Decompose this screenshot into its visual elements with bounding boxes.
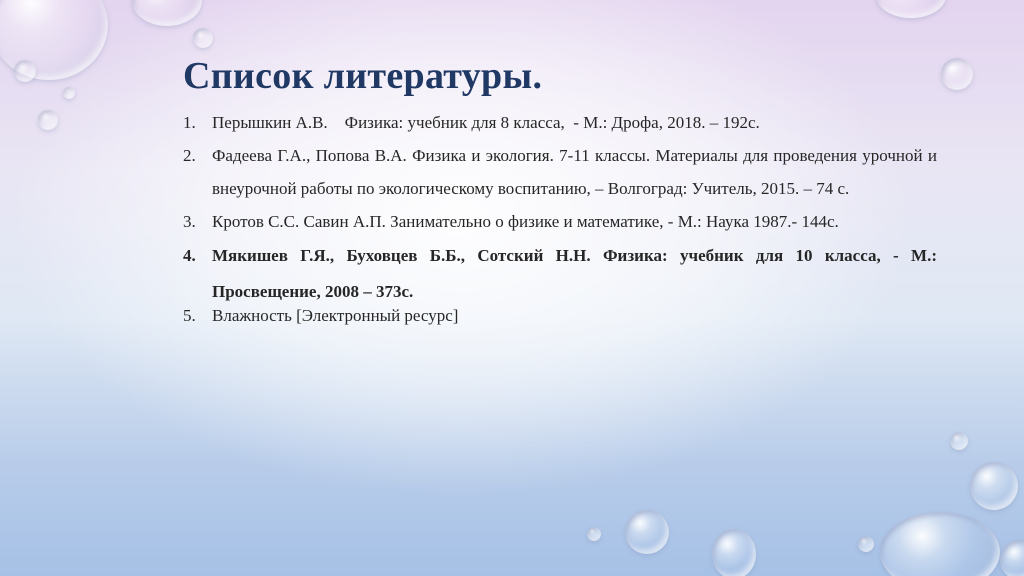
water-drop-icon bbox=[587, 527, 601, 541]
water-drop-icon bbox=[876, 0, 946, 18]
list-item-number: 3. bbox=[183, 212, 196, 231]
list-item bbox=[183, 205, 937, 238]
list-item bbox=[183, 106, 937, 139]
water-drop-icon bbox=[858, 536, 874, 552]
water-drop-icon bbox=[712, 529, 756, 576]
water-drop-icon bbox=[880, 512, 1000, 576]
water-drop-icon bbox=[14, 60, 36, 82]
list-item-number: 1. bbox=[183, 113, 196, 132]
water-drop-icon bbox=[941, 58, 973, 90]
list-item-text: Фадеева Г.А., Попова В.А. Физика и экология. 7-11 классы. Материалы для проведения урочной и внеурочной работы по экологическому воспитанию, – Волгоград: Учитель, 2015. – 74 с. bbox=[212, 146, 937, 198]
list-item-number: 4. bbox=[183, 246, 196, 265]
list-item-text: Перышкин А.В. Физика: учебник для 8 класса, - М.: Дрофа, 2018. – 192с. bbox=[212, 113, 760, 132]
water-drop-icon bbox=[63, 87, 75, 99]
water-drop-icon bbox=[970, 462, 1018, 510]
list-item-number: 5. bbox=[183, 306, 196, 325]
list-item bbox=[183, 139, 937, 205]
list-item bbox=[183, 304, 937, 328]
list-item-text: Кротов С.С. Савин А.П. Занимательно о физике и математике, - М.: Наука 1987.- 144с. bbox=[212, 212, 839, 231]
reference-list bbox=[183, 106, 937, 328]
water-drop-icon bbox=[193, 28, 213, 48]
list-item-text: Влажность [Электронный ресурс] bbox=[212, 306, 459, 325]
list-item bbox=[183, 238, 937, 310]
water-drop-icon bbox=[1000, 540, 1024, 576]
water-drop-icon bbox=[625, 510, 669, 554]
water-drop-icon bbox=[950, 432, 968, 450]
list-item-number: 2. bbox=[183, 146, 196, 165]
list-item-text: Мякишев Г.Я., Буховцев Б.Б., Сотский Н.Н. Физика: учебник для 10 класса, - М.: Просвещение, 2008 – 373с. bbox=[212, 246, 937, 301]
page-title: Список литературы. bbox=[183, 55, 543, 97]
water-drop-icon bbox=[38, 110, 58, 130]
water-drop-icon bbox=[132, 0, 202, 26]
